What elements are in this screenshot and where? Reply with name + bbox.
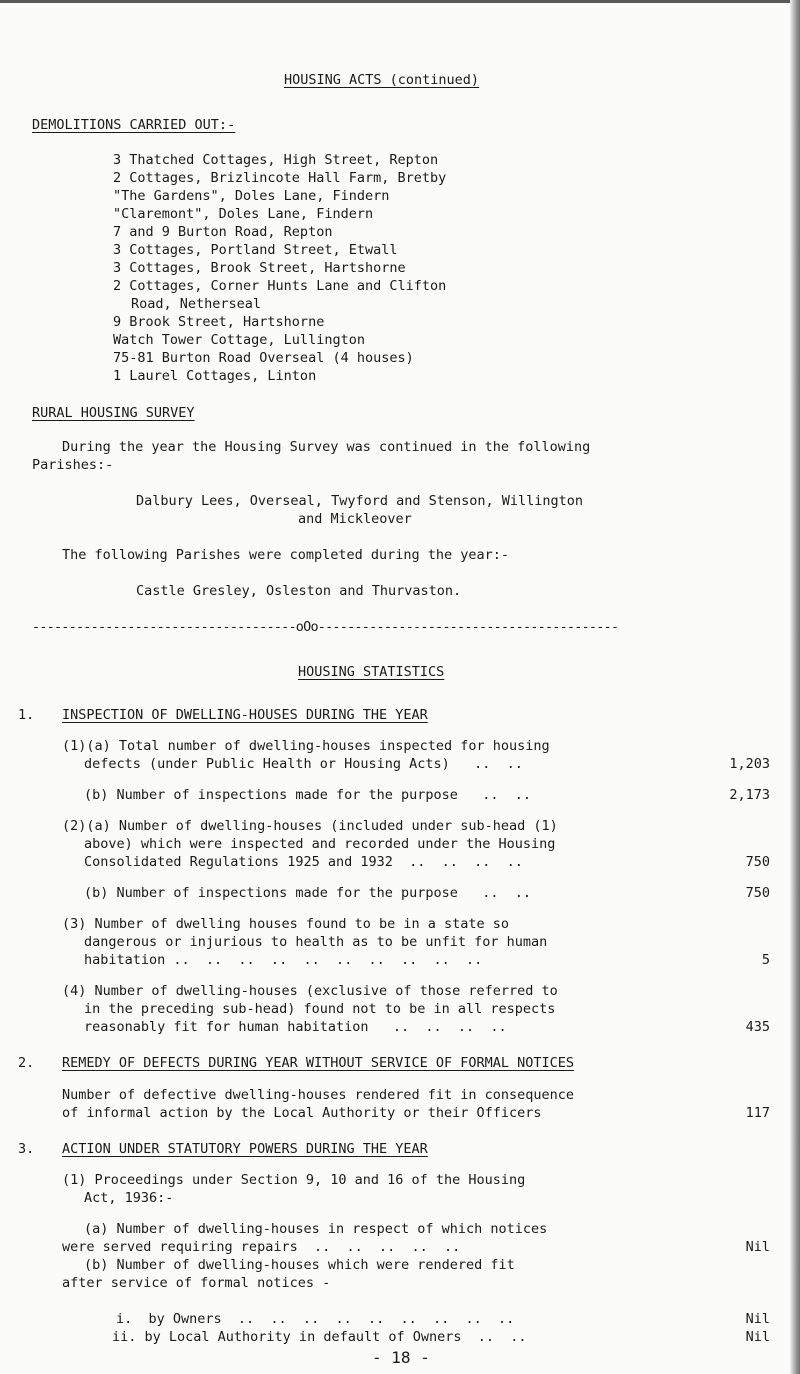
- stat-value: Nil: [745, 1239, 770, 1255]
- stat-value: 2,173: [729, 787, 770, 803]
- stat-value: 1,203: [729, 756, 770, 772]
- stat-label: Act, 1936:-: [84, 1190, 174, 1206]
- list-item: "The Gardens", Doles Lane, Findern: [113, 188, 390, 204]
- stat-value: Nil: [745, 1329, 770, 1345]
- list-item: 1 Laurel Cottages, Linton: [113, 368, 317, 384]
- continued-parishes: and Mickleover: [298, 511, 412, 527]
- demolitions-heading: DEMOLITIONS CARRIED OUT:-: [32, 117, 236, 133]
- stat-value: 117: [745, 1105, 770, 1121]
- stat-label: ii. by Local Authority in default of Owners .. ..: [112, 1329, 527, 1345]
- stat-label: dangerous or injurious to health as to be unfit for human: [84, 934, 548, 950]
- stat-value: 5: [761, 952, 770, 968]
- section-number: 3.: [18, 1141, 35, 1157]
- stat-label: (1)(a) Total number of dwelling-houses inspected for housing: [62, 738, 550, 754]
- stat-label: Consolidated Regulations 1925 and 1932 .. .. .. ..: [84, 854, 523, 870]
- statistics-heading: HOUSING STATISTICS: [298, 664, 445, 680]
- stat-label: (2)(a) Number of dwelling-houses (included under sub-head (1): [62, 818, 558, 834]
- page-title: HOUSING ACTS (continued): [284, 72, 480, 88]
- section-separator: ------------------------------------oOo-----------------------------------------: [32, 619, 619, 635]
- stat-value: 435: [745, 1019, 770, 1035]
- stat-label: of informal action by the Local Authority or their Officers: [62, 1105, 542, 1121]
- page-top-edge: [0, 0, 800, 3]
- list-item: "Claremont", Doles Lane, Findern: [113, 206, 374, 222]
- section-number: 2.: [18, 1055, 35, 1071]
- list-item: 3 Cottages, Portland Street, Etwall: [113, 242, 398, 258]
- stat-label: Number of defective dwelling-houses rendered fit in consequence: [62, 1087, 575, 1103]
- stat-value: 750: [745, 885, 770, 901]
- stat-label: (a) Number of dwelling-houses in respect of which notices: [84, 1221, 548, 1237]
- stat-label: reasonably fit for human habitation .. .. .. ..: [84, 1019, 507, 1035]
- rural-survey-text: The following Parishes were completed during the year:-: [62, 547, 510, 563]
- stat-label: (b) Number of inspections made for the purpose .. ..: [84, 885, 532, 901]
- page-right-edge-shadow: [790, 0, 800, 1374]
- continued-parishes: Dalbury Lees, Overseal, Twyford and Stenson, Willington: [136, 493, 584, 509]
- stat-label: habitation .. .. .. .. .. .. .. .. .. ..: [84, 952, 483, 968]
- stat-label: (b) Number of dwelling-houses which were rendered fit: [84, 1257, 515, 1273]
- stat-value: Nil: [745, 1311, 770, 1327]
- stat-value: 750: [745, 854, 770, 870]
- stat-label: defects (under Public Health or Housing Acts) .. ..: [84, 756, 523, 772]
- list-item: 7 and 9 Burton Road, Repton: [113, 224, 333, 240]
- stat-label: (3) Number of dwelling houses found to be in a state so: [62, 916, 510, 932]
- rural-survey-heading: RURAL HOUSING SURVEY: [32, 405, 195, 421]
- list-item: 2 Cottages, Brizlincote Hall Farm, Bretby: [113, 170, 447, 186]
- stat-label: (4) Number of dwelling-houses (exclusive of those referred to: [62, 983, 558, 999]
- section-heading: INSPECTION OF DWELLING-HOUSES DURING THE YEAR: [62, 707, 428, 723]
- stat-label: were served requiring repairs .. .. .. .. ..: [62, 1239, 461, 1255]
- list-item: 75-81 Burton Road Overseal (4 houses): [113, 350, 414, 366]
- section-number: 1.: [18, 707, 35, 723]
- rural-survey-text: During the year the Housing Survey was continued in the following: [62, 439, 591, 455]
- rural-survey-text: Parishes:-: [32, 457, 114, 473]
- list-item: Watch Tower Cottage, Lullington: [113, 332, 365, 348]
- list-item: 9 Brook Street, Hartshorne: [113, 314, 325, 330]
- list-item: 3 Thatched Cottages, High Street, Repton: [113, 152, 439, 168]
- stat-label: (1) Proceedings under Section 9, 10 and 16 of the Housing: [62, 1172, 526, 1188]
- stat-label: (b) Number of inspections made for the purpose .. ..: [84, 787, 532, 803]
- list-item: 3 Cottages, Brook Street, Hartshorne: [113, 260, 406, 276]
- page-number: - 18 -: [372, 1348, 430, 1367]
- stat-label: i. by Owners .. .. .. .. .. .. .. .. ..: [116, 1311, 515, 1327]
- stat-label: after service of formal notices -: [62, 1275, 331, 1291]
- list-item: Road, Netherseal: [131, 296, 262, 312]
- section-heading: REMEDY OF DEFECTS DURING YEAR WITHOUT SERVICE OF FORMAL NOTICES: [62, 1055, 575, 1071]
- stat-label: above) which were inspected and recorded under the Housing: [84, 836, 556, 852]
- list-item: 2 Cottages, Corner Hunts Lane and Clifton: [113, 278, 447, 294]
- stat-label: in the preceding sub-head) found not to be in all respects: [84, 1001, 556, 1017]
- section-heading: ACTION UNDER STATUTORY POWERS DURING THE YEAR: [62, 1141, 428, 1157]
- completed-parishes: Castle Gresley, Osleston and Thurvaston.: [136, 583, 462, 599]
